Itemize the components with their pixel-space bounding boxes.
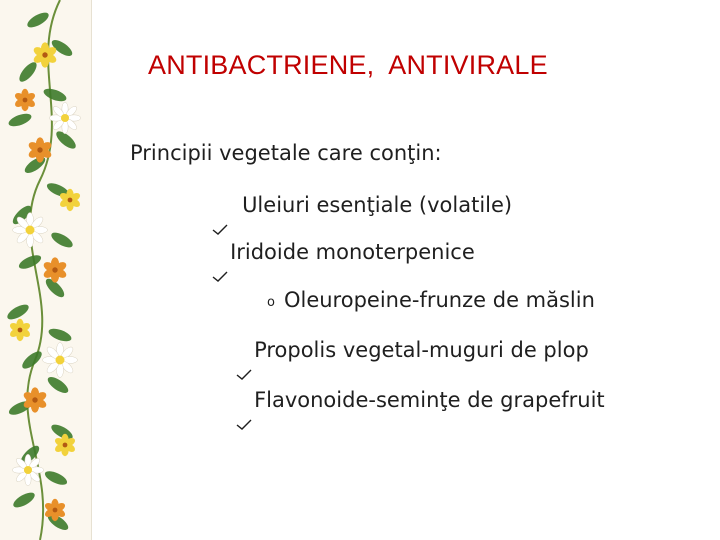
leaf-shape [43,468,69,487]
leaf-shape [49,230,75,251]
list-item-label: Oleuropeine-frunze de măslin [283,288,595,312]
blossom-center [68,198,73,203]
leaf-shape [45,374,70,396]
leaf-shape [7,111,33,129]
daisy-center [61,114,69,122]
blossom-center [23,98,28,103]
checkmark-bullet-icon [196,388,252,460]
daisy-center [26,226,35,235]
leaf-shape [11,490,37,511]
list-item-label: Uleiuri esenţiale (volatile) [242,193,513,217]
blossom-center [37,147,42,152]
blossom-center [63,443,68,448]
daisy-center [56,356,65,365]
daisy-center [24,466,32,474]
blossom-center [53,508,58,513]
blossom-center [32,397,37,402]
checkmark-bullet-icon [172,240,228,312]
list-item [196,388,605,460]
sub-list-item [267,288,595,312]
floral-vine-image [0,0,92,540]
leaf-shape [47,326,73,344]
leaf-shape [42,86,68,104]
blossom-center [52,267,57,272]
floral-border [0,0,92,540]
blossom-center [18,328,23,333]
list-item-label: Flavonoide-seminţe de grapefruit [254,388,605,412]
slide-title: ANTIBACTRIENE, ANTIVIRALE [148,50,548,80]
list-item-label: Iridoide monoterpenice [230,240,475,264]
intro-text: Principii vegetale care conţin: [130,141,442,165]
border-divider [91,0,92,540]
leaf-shape [17,252,43,271]
circle-bullet-icon: o [267,295,275,310]
list-item-label: Propolis vegetal-muguri de plop [254,338,589,362]
leaf-shape [25,10,51,31]
leaf-shape [5,302,31,323]
leaf-shape [16,60,39,85]
blossom-center [42,52,47,57]
